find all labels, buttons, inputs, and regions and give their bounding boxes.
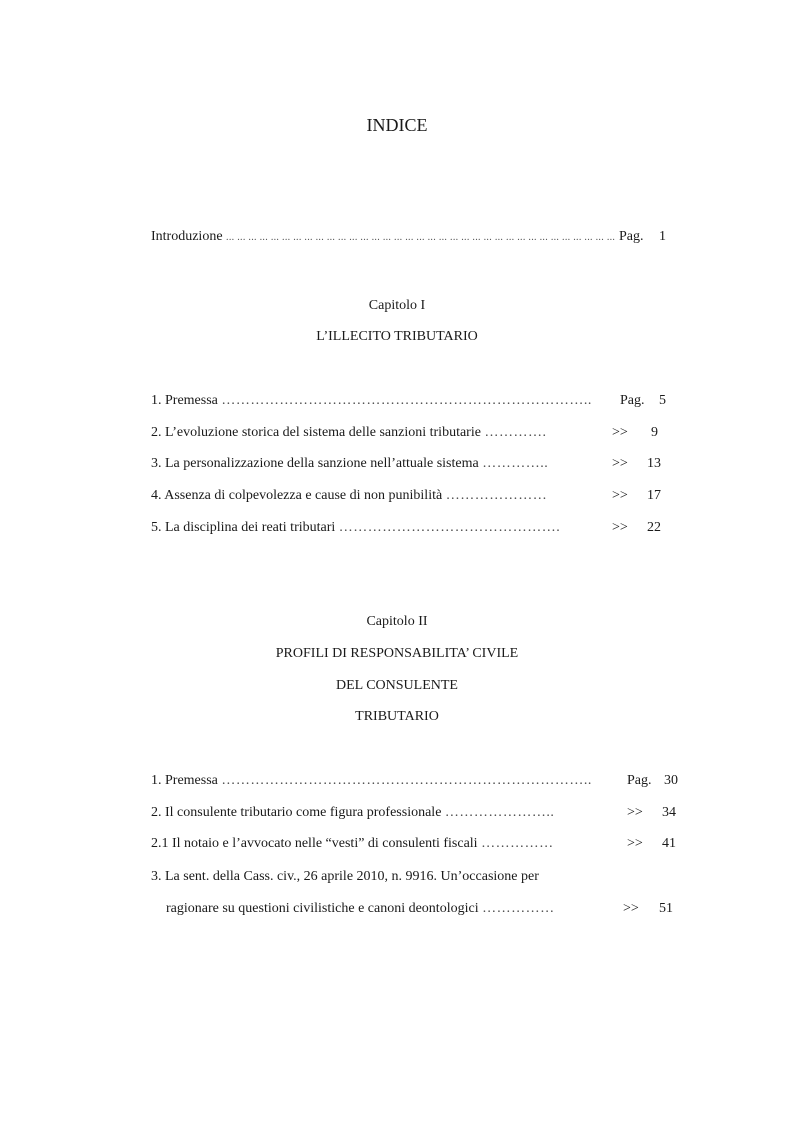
toc-entry-page-number: 13: [647, 456, 661, 471]
toc-entry-label: ragionare su questioni civilistiche e canoni deontologici: [166, 901, 479, 916]
toc-entry[interactable]: [151, 425, 546, 441]
toc-entry-continuation[interactable]: [166, 901, 555, 917]
toc-entry-dots: …………………: [445, 488, 548, 503]
toc-entry-pag-marker: Pag.: [619, 229, 644, 244]
toc-entry-page-number: 22: [647, 520, 661, 535]
toc-entry[interactable]: [151, 393, 592, 409]
chapter-2-label: Capitolo II: [366, 614, 428, 629]
toc-entry-dots: ……………: [481, 836, 554, 851]
toc-entry-continue-marker: >>: [627, 836, 643, 851]
chapter-2-title-line: PROFILI DI RESPONSABILITA’ CIVILE: [275, 646, 519, 661]
toc-entry-pag-marker: Pag.: [620, 393, 645, 408]
page-title: INDICE: [366, 115, 428, 135]
toc-entry-label: 4. Assenza di colpevolezza e cause di non punibilità: [151, 488, 443, 503]
toc-entry-dots: …………………………………………………………………..: [221, 773, 592, 788]
toc-entry-continue-marker: >>: [627, 805, 643, 820]
toc-entry-continue-marker: >>: [612, 456, 628, 471]
toc-entry-introduzione[interactable]: [151, 229, 615, 245]
toc-entry[interactable]: [151, 520, 560, 536]
toc-entry-dots: …………………..: [444, 805, 555, 820]
toc-entry-label: 3. La sent. della Cass. civ., 26 aprile 2010, n. 9916. Un’occasione per: [151, 869, 539, 884]
toc-entry-dots: ……………………………………….: [338, 520, 561, 535]
toc-entry[interactable]: [151, 805, 554, 821]
toc-entry[interactable]: [151, 456, 548, 472]
toc-entry-page-number: 34: [662, 805, 676, 820]
toc-entry-continue-marker: >>: [612, 520, 628, 535]
toc-entry-page-number: 51: [659, 901, 673, 916]
toc-entry-label: 2. Il consulente tributario come figura professionale: [151, 805, 442, 820]
chapter-1-label: Capitolo I: [368, 298, 426, 313]
toc-entry-dots: ……………: [482, 901, 555, 916]
toc-entry-page-number: 9: [651, 425, 658, 440]
chapter-1-title: L’ILLECITO TRIBUTARIO: [316, 329, 478, 344]
toc-entry-page-number: 17: [647, 488, 661, 503]
toc-entry-label: 2.1 Il notaio e l’avvocato nelle “vesti” di consulenti fiscali: [151, 836, 478, 851]
toc-entry-label: 1. Premessa: [151, 393, 218, 408]
toc-entry-page-number: 1: [659, 229, 666, 244]
toc-entry-multiline[interactable]: [151, 869, 539, 885]
toc-entry-label: 2. L’evoluzione storica del sistema delle sanzioni tributarie: [151, 425, 481, 440]
chapter-2-title-line: TRIBUTARIO: [355, 709, 439, 724]
toc-entry[interactable]: [151, 488, 547, 504]
toc-entry-continue-marker: >>: [612, 425, 628, 440]
toc-entry-dots: ... ... ... ... ... ... ... ... ... ... ... ... ... ... ... ... ... ... ... ... ... ... ... ... ... ... ... ... ... ... ... ... ... ... ...: [226, 232, 616, 243]
toc-entry-dots: …………………………………………………………………..: [221, 393, 592, 408]
toc-entry-page-number: 41: [662, 836, 676, 851]
toc-entry-label: 1. Premessa: [151, 773, 218, 788]
toc-entry-page-number: 30: [664, 773, 678, 788]
toc-entry-page-number: 5: [659, 393, 666, 408]
toc-entry-label: 3. La personalizzazione della sanzione nell’attuale sistema: [151, 456, 479, 471]
toc-entry-continue-marker: >>: [623, 901, 639, 916]
toc-entry-dots: ………….: [484, 425, 547, 440]
toc-entry[interactable]: [151, 836, 554, 852]
toc-entry-label: 5. La disciplina dei reati tributari: [151, 520, 336, 535]
toc-entry[interactable]: [151, 773, 592, 789]
chapter-2-title-line: DEL CONSULENTE: [336, 678, 458, 693]
toc-entry-pag-marker: Pag.: [627, 773, 652, 788]
toc-entry-label: Introduzione: [151, 229, 223, 244]
toc-entry-dots: …………..: [482, 456, 549, 471]
toc-entry-continue-marker: >>: [612, 488, 628, 503]
